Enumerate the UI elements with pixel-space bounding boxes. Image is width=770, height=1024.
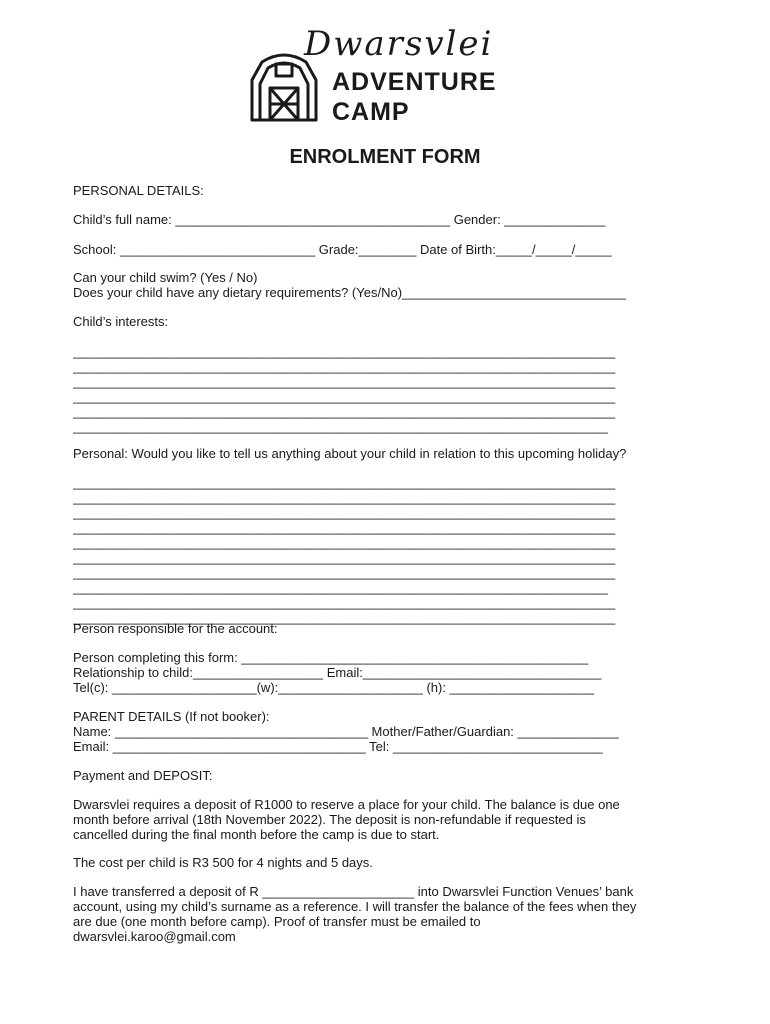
child-name-gender-field[interactable]: Child’s full name: ______________________________________ Gender: ______________ — [73, 212, 606, 227]
swim-question[interactable]: Can your child swim? (Yes / No) — [73, 270, 258, 285]
parent-email-tel-field[interactable]: Email: ___________________________________ Tel: _____________________________ — [73, 739, 603, 754]
cost-text: The cost per child is R3 500 for 4 nights and 5 days. — [73, 855, 373, 870]
account-heading: Person responsible for the account: — [73, 621, 278, 636]
holiday-line[interactable]: ___________________________________________________________________________ — [73, 595, 616, 610]
personal-details-heading: PERSONAL DETAILS: — [73, 183, 204, 198]
interests-label: Child’s interests: — [73, 314, 169, 329]
school-grade-dob-field[interactable]: School: ___________________________ Grade:________ Date of Birth:_____/_____/_____ — [73, 242, 612, 257]
parent-details-heading: PARENT DETAILS (If not booker): — [73, 709, 270, 724]
interest-line[interactable]: __________________________________________________________________________ — [73, 419, 609, 434]
holiday-line[interactable]: __________________________________________________________________________ — [73, 580, 609, 595]
tel-field[interactable]: Tel(c): ____________________(w):____________________ (h): ____________________ — [73, 680, 595, 695]
payment-heading: Payment and DEPOSIT: — [73, 768, 213, 783]
logo-brand-line1: ADVENTURE — [332, 68, 497, 96]
parent-name-field[interactable]: Name: ___________________________________ Mother/Father/Guardian: ______________ — [73, 724, 619, 739]
dietary-question-field[interactable]: Does your child have any dietary requirements? (Yes/No)_______________________________ — [73, 285, 627, 300]
deposit-text-line: Dwarsvlei requires a deposit of R1000 to reserve a place for your child. The balance is due one — [73, 797, 620, 812]
transfer-text-line[interactable]: I have transferred a deposit of R _____________________ into Dwarsvlei Function Venues’ bank — [73, 884, 634, 899]
relationship-email-field[interactable]: Relationship to child:__________________ Email:_________________________________ — [73, 665, 602, 680]
deposit-text-line: cancelled during the final month before the camp is due to start. — [73, 827, 440, 842]
barn-icon — [246, 50, 322, 122]
interest-line[interactable]: ___________________________________________________________________________ — [73, 374, 616, 389]
person-completing-field[interactable]: Person completing this form: ________________________________________________ — [73, 650, 589, 665]
holiday-line[interactable]: ___________________________________________________________________________ — [73, 505, 616, 520]
interest-line[interactable]: ___________________________________________________________________________ — [73, 359, 616, 374]
transfer-text-line: are due (one month before camp). Proof of transfer must be emailed to — [73, 914, 481, 929]
interest-line[interactable]: ___________________________________________________________________________ — [73, 404, 616, 419]
holiday-line[interactable]: ___________________________________________________________________________ — [73, 550, 616, 565]
logo-script-text: Dwarsvlei — [304, 24, 494, 64]
contact-email: dwarsvlei.karoo@gmail.com — [73, 929, 236, 944]
holiday-line[interactable]: ___________________________________________________________________________ — [73, 565, 616, 580]
interest-line[interactable]: ___________________________________________________________________________ — [73, 389, 616, 404]
holiday-line[interactable]: ___________________________________________________________________________ — [73, 490, 616, 505]
holiday-line[interactable]: ___________________________________________________________________________ — [73, 610, 616, 625]
transfer-text-line: account, using my child’s surname as a reference. I will transfer the balance of the fees when they — [73, 899, 637, 914]
camp-logo — [246, 24, 516, 124]
form-title: ENROLMENT FORM — [289, 146, 481, 168]
holiday-question: Personal: Would you like to tell us anything about your child in relation to this upcoming holiday? — [73, 446, 627, 461]
interest-line[interactable]: ___________________________________________________________________________ — [73, 344, 616, 359]
logo-brand-line2: CAMP — [332, 98, 410, 126]
deposit-text-line: month before arrival (18th November 2022). The deposit is non-refundable if requested is — [73, 812, 586, 827]
holiday-line[interactable]: ___________________________________________________________________________ — [73, 475, 616, 490]
holiday-line[interactable]: ___________________________________________________________________________ — [73, 535, 616, 550]
holiday-line[interactable]: ___________________________________________________________________________ — [73, 520, 616, 535]
